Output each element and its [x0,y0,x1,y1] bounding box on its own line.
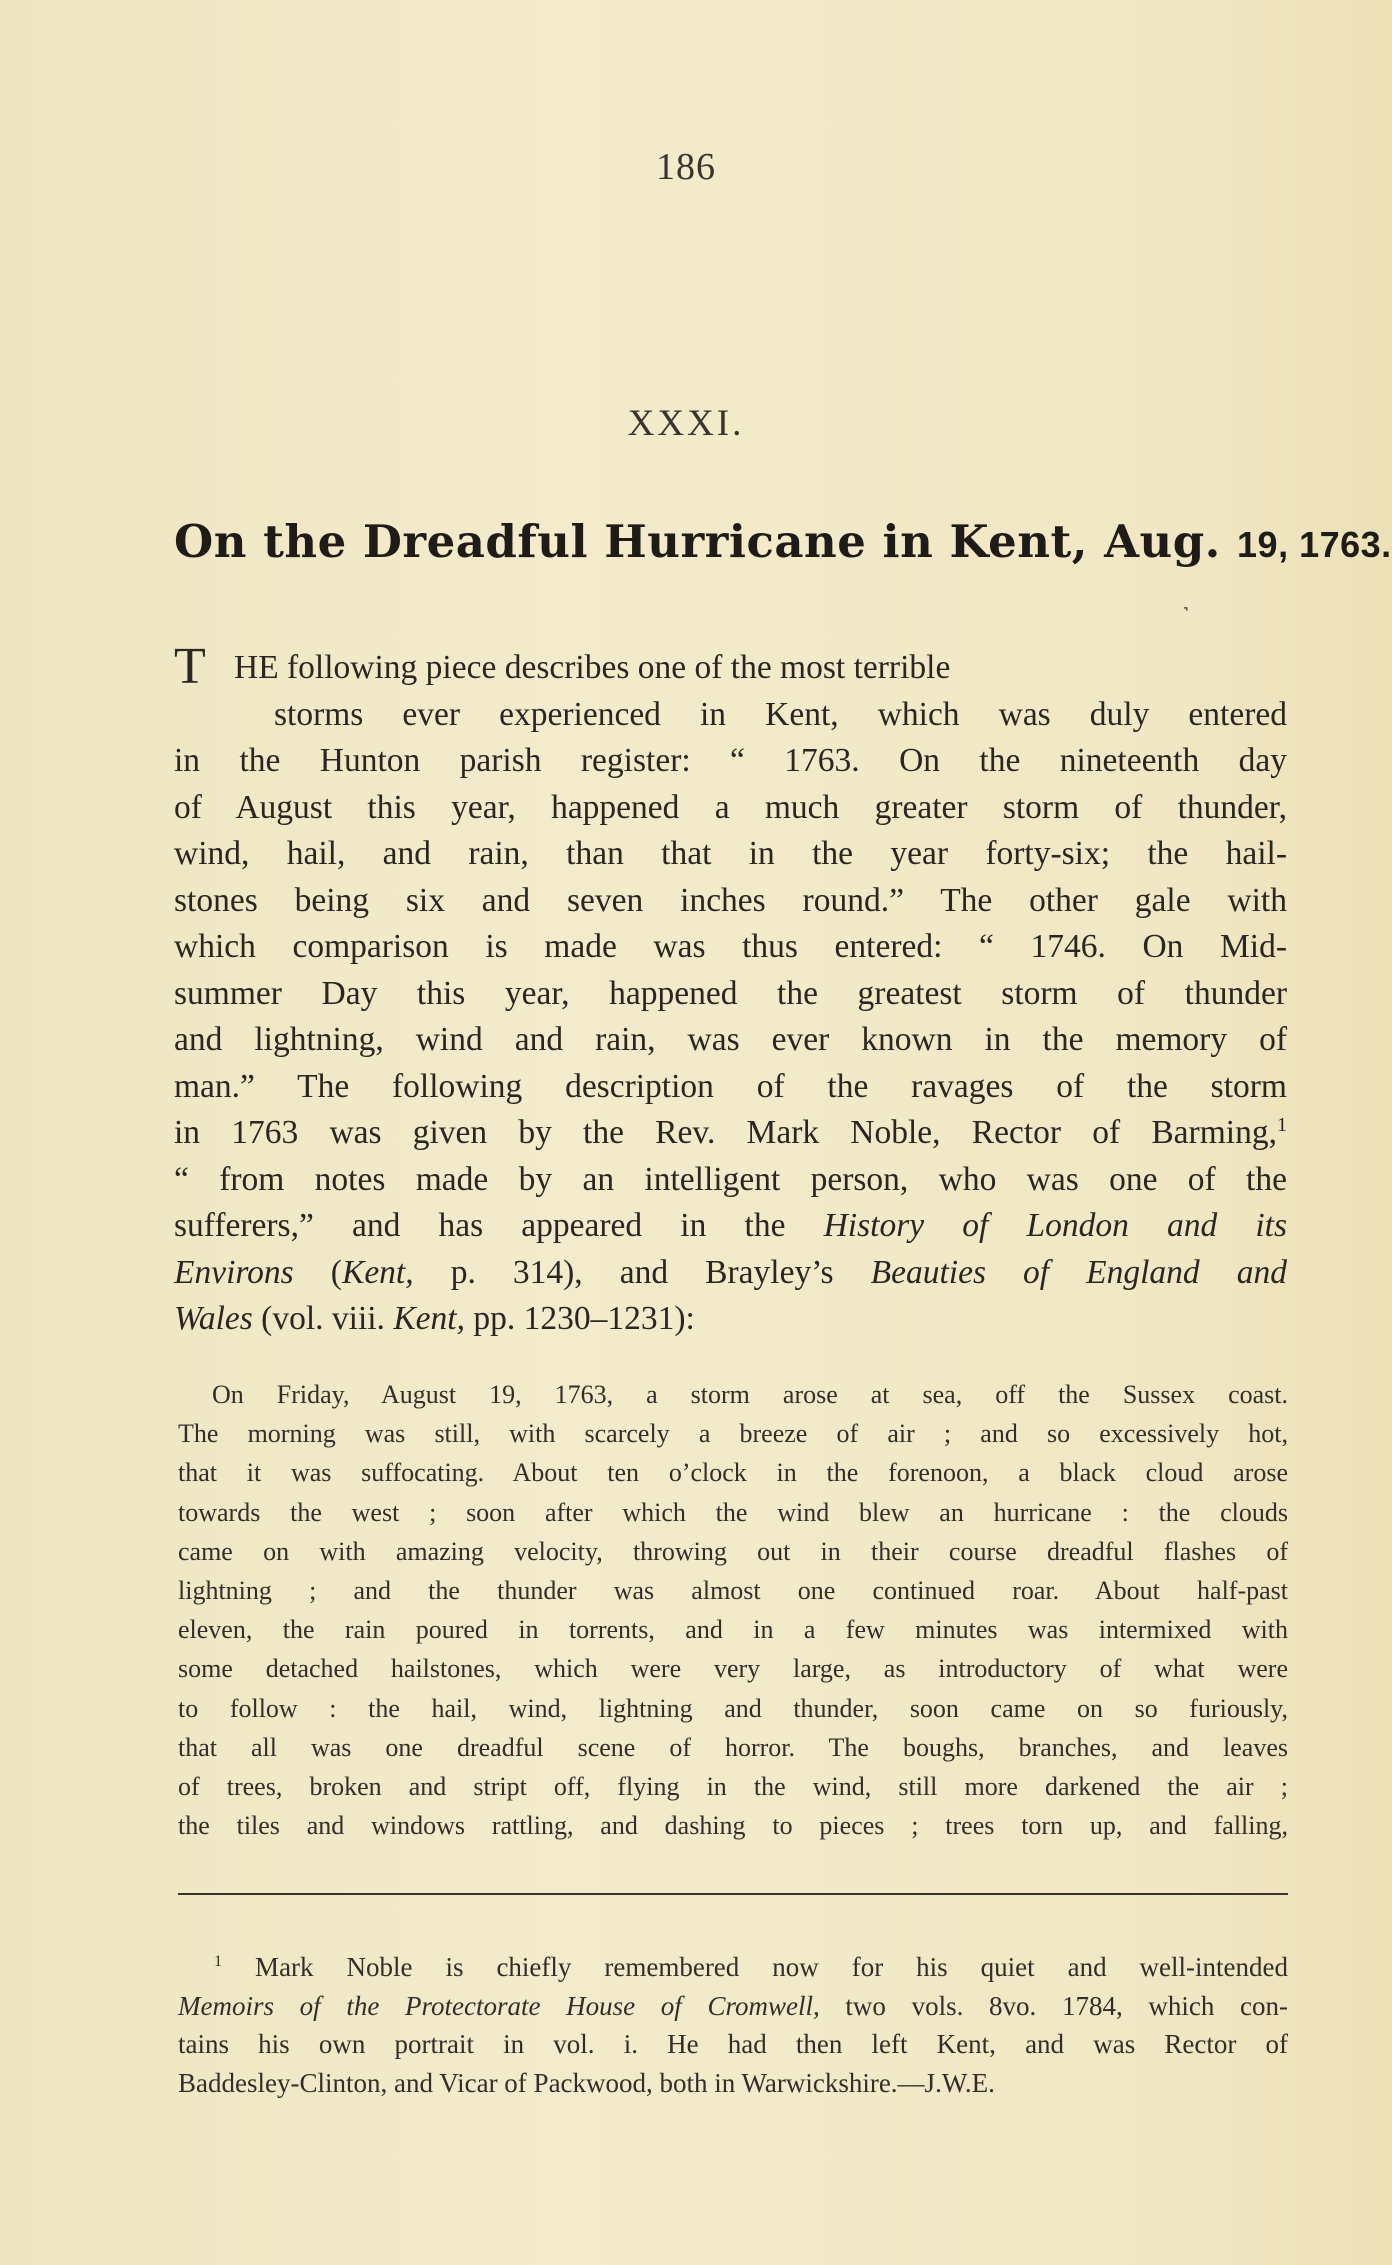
footnote-divider [178,1893,1288,1895]
intro-line-text: in 1763 was given by the Rev. Mark Noble, Rector of Barming, [174,1114,1277,1151]
quote-line: On Friday, August 19, 1763, a storm arose at sea, off the Sussex coast. [212,1380,1288,1409]
footnote-line [178,1948,1288,1987]
intro-line-text: pp. 1230–1231): [464,1300,695,1337]
book-title-italic: Environs [174,1253,294,1291]
quoted-account [178,1375,1288,1845]
intro-line-text: sufferers,” and has appeared in the [174,1207,786,1244]
quote-line: to follow : the hail, wind, lightning and thunder, soon came on so furiously, [178,1693,1288,1723]
intro-line [174,1250,1287,1297]
intro-line [174,1203,1287,1250]
intro-paragraph [174,638,1288,1343]
quote-line: lightning ; and the thunder was almost one continued roar. About half-past [178,1575,1288,1605]
intro-line-text: HE following piece describes one of the most terrible [234,649,951,686]
chapter-title [174,515,1392,568]
intro-line: “ from notes made by an intelligent person, who was one of the [174,1160,1287,1198]
intro-line: summer Day this year, happened the greatest storm of thunder [174,974,1287,1012]
intro-line: in the Hunton parish register: “ 1763. On the nineteenth day [174,742,1287,779]
quote-line: the tiles and windows rattling, and dashing to pieces ; trees torn up, and falling, [178,1811,1288,1841]
quote-line: The morning was still, with scarcely a breeze of air ; and so excessively hot, [178,1419,1288,1449]
footnote-reference[interactable]: 1 [1276,1113,1287,1136]
footnote-text: two vols. 8vo. 1784, which con- [819,1990,1288,2021]
drop-cap: T [174,638,206,695]
quote-line: eleven, the rain poured in torrents, and in a few minutes was intermixed with [178,1615,1288,1645]
footnote [178,1948,1288,2102]
quote-line: that it was suffocating. About ten o’clock in the forenoon, a black cloud arose [178,1458,1288,1488]
chapter-title-date: 19, 1763. [1237,524,1392,565]
book-title-italic: Memoirs of the Protectorate House of Cromwell, [178,1990,820,2021]
intro-line-text: (vol. viii. [252,1300,394,1337]
footnote-line: Baddesley-Clinton, and Vicar of Packwood, both in Warwickshire.—J.W.E. [178,2067,995,2098]
footnote-text: Mark Noble is chiefly remembered now for his quiet and well-intended [222,1952,1288,1982]
quote-line: that all was one dreadful scene of horror. The boughs, branches, and leaves [178,1732,1288,1762]
intro-line: which comparison is made was thus entered: “ 1746. On Mid- [174,928,1287,965]
intro-line [174,1110,1287,1157]
quote-line: some detached hailstones, which were very large, as introductory of what were [178,1654,1288,1684]
intro-line: of August this year, happened a much greater storm of thunder, [174,788,1287,826]
intro-line [174,1296,1287,1343]
place-italic: Kent, [341,1253,414,1291]
footnote-line [178,1987,1288,2026]
chapter-title-text: On the Dreadful Hurricane in Kent, Aug. [174,515,1221,568]
footnote-line: tains his own portrait in vol. i. He had then left Kent, and was Rector of [178,2029,1288,2059]
printer-mark: ˺ [1182,602,1190,627]
intro-line: stones being six and seven inches round.” The other gale with [174,881,1287,919]
book-title-italic: Wales [174,1300,253,1337]
intro-line [174,638,1287,695]
book-title-italic: Beauties of England and [870,1253,1288,1291]
chapter-numeral: XXXI. [627,403,745,444]
quote-line: of trees, broken and stript off, flying in the wind, still more darkened the air ; [178,1771,1288,1801]
intro-line: and lightning, wind and rain, was ever known in the memory of [174,1021,1287,1058]
footnote-marker: 1 [214,1952,223,1970]
book-title-italic: History of London and its [823,1207,1288,1244]
quote-line: towards the west ; soon after which the wind blew an hurricane : the clouds [178,1497,1288,1527]
intro-line-text: p. 314), and Brayley’s [413,1253,871,1291]
intro-line: wind, hail, and rain, than that in the year forty-six; the hail- [174,835,1287,872]
intro-line-text: ( [293,1253,342,1291]
place-italic: Kent, [393,1300,465,1337]
intro-line: man.” The following description of the ravages of the storm [174,1067,1287,1105]
quote-line: came on with amazing velocity, throwing out in their course dreadful flashes of [178,1536,1288,1566]
intro-line: storms ever experienced in Kent, which was duly entered [274,695,1287,733]
page-number: 186 [656,146,716,188]
